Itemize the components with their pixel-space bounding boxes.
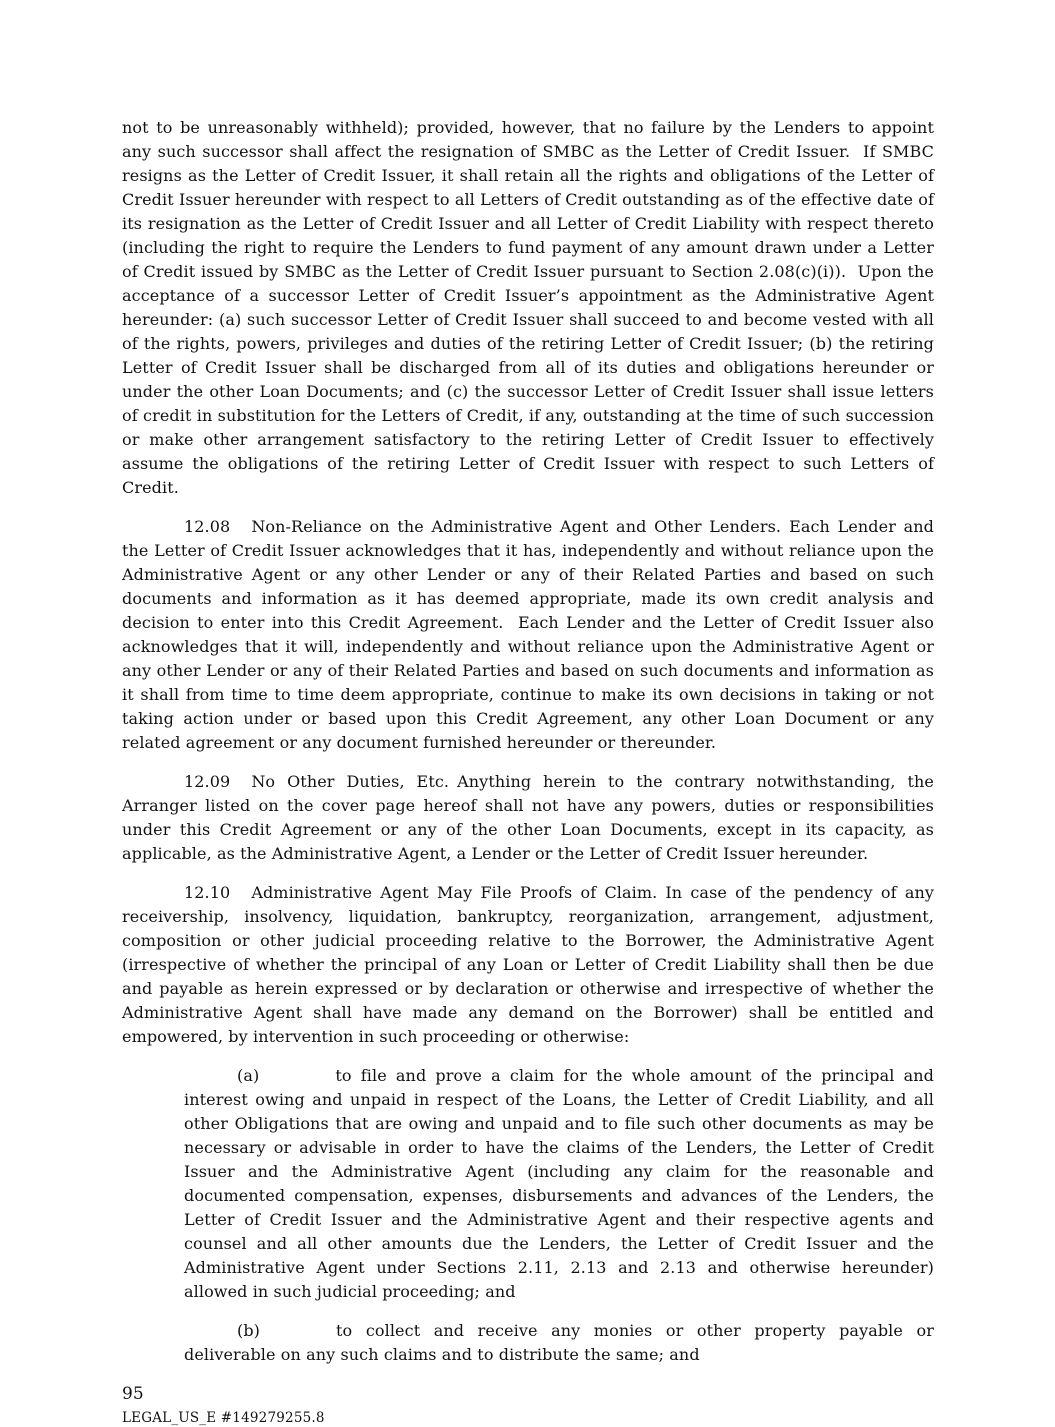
section-12-10	[122, 881, 940, 1049]
paragraph-text: to collect and receive any monies or other property payable or deliverable on any such claims and to distribute the same; and	[184, 1321, 940, 1364]
page-footer	[122, 1383, 934, 1427]
section-heading: Non-Reliance on the Administrative Agent and Other Lenders.	[251, 517, 782, 536]
document-id: LEGAL_US_E #149279255.8	[122, 1410, 325, 1426]
paragraph-text: Each Lender and the Letter of Credit Issuer acknowledges that it has, independently and without reliance upon the Administrative Agent or any other Lender or any of their Related Parties and based on such documents and information as it has deemed appropriate, made its own credit analysis and decision to enter into this Credit Agreement. Each Lender and the Letter of Credit Issuer also acknowledges that it will, independently and without reliance upon the Administrative Agent or any other Lender or any of their Related Parties and based on such documents and information as it shall from time to time deem appropriate, continue to make its own decisions in taking or not taking action under or based upon this Credit Agreement, any other Loan Document or any related agreement or any document furnished hereunder or thereunder.	[122, 517, 940, 752]
section-number: 12.08	[184, 517, 231, 536]
clause-a	[184, 1064, 940, 1304]
section-number: 12.10	[184, 883, 231, 902]
clause-b	[184, 1319, 940, 1367]
paragraph-text: to file and prove a claim for the whole amount of the principal and interest owing and unpaid in respect of the Loans, the Letter of Credit Liability, and all other Obligations that are owing and unpaid and to file such other documents as may be necessary or advisable in order to have the claims of the Lenders, the Letter of Credit Issuer and the Administrative Agent (including any claim for the reasonable and documented compensation, expenses, disbursements and advances of the Lenders, the Letter of Credit Issuer and the Administrative Agent and their respective agents and counsel and all other amounts due the Lenders, the Letter of Credit Issuer and the Administrative Agent under Sections 2.11, 2.13 and 2.13 and otherwise hereunder) allowed in such judicial proceeding; and	[184, 1066, 940, 1301]
document-page	[122, 116, 940, 1427]
section-heading: No Other Duties, Etc.	[251, 772, 450, 791]
paragraph-text: In case of the pendency of any receivership, insolvency, liquidation, bankruptcy, reorganization, arrangement, adjustment, composition or other judicial proceeding relative to the Borrower, the Administrative Agent (irrespective of whether the principal of any Loan or Letter of Credit Liability shall then be due and payable as herein expressed or by declaration or otherwise and irrespective of whether the Administrative Agent shall have made any demand on the Borrower) shall be entitled and empowered, by intervention in such proceeding or otherwise:	[122, 883, 940, 1046]
paragraph-text: Anything herein to the contrary notwithstanding, the Arranger listed on the cover page hereof shall not have any powers, duties or responsibilities under this Credit Agreement or any of the other Loan Documents, except in its capacity, as applicable, as the Administrative Agent, a Lender or the Letter of Credit Issuer hereunder.	[122, 772, 940, 863]
clause-label: (a)	[237, 1066, 260, 1085]
paragraph-continuation	[122, 116, 940, 500]
paragraph-text: not to be unreasonably withheld); provided, however, that no failure by the Lenders to appoint any such successor shall affect the resignation of SMBC as the Letter of Credit Issuer. If SMBC resigns as the Letter of Credit Issuer, it shall retain all the rights and obligations of the Letter of Credit Issuer hereunder with respect to all Letters of Credit outstanding as of the effective date of its resignation as the Letter of Credit Issuer and all Letter of Credit Liability with respect thereto (including the right to require the Lenders to fund payment of any amount drawn under a Letter of Credit issued by SMBC as the Letter of Credit Issuer pursuant to Section 2.08(c)(i)). Upon the acceptance of a successor Letter of Credit Issuer’s appointment as the Administrative Agent hereunder: (a) such successor Letter of Credit Issuer shall succeed to and become vested with all of the rights, powers, privileges and duties of the retiring Letter of Credit Issuer; (b) the retiring Letter of Credit Issuer shall be discharged from all of its duties and obligations hereunder or under the other Loan Documents; and (c) the successor Letter of Credit Issuer shall issue letters of credit in substitution for the Letters of Credit, if any, outstanding at the time of such succession or make other arrangement satisfactory to the retiring Letter of Credit Issuer to effectively assume the obligations of the retiring Letter of Credit Issuer with respect to such Letters of Credit.	[122, 118, 940, 497]
section-heading: Administrative Agent May File Proofs of Claim.	[251, 883, 658, 902]
page-number: 95	[122, 1384, 144, 1404]
clause-label: (b)	[237, 1321, 261, 1340]
section-number: 12.09	[184, 772, 231, 791]
section-12-09	[122, 770, 940, 866]
section-12-08	[122, 515, 940, 755]
